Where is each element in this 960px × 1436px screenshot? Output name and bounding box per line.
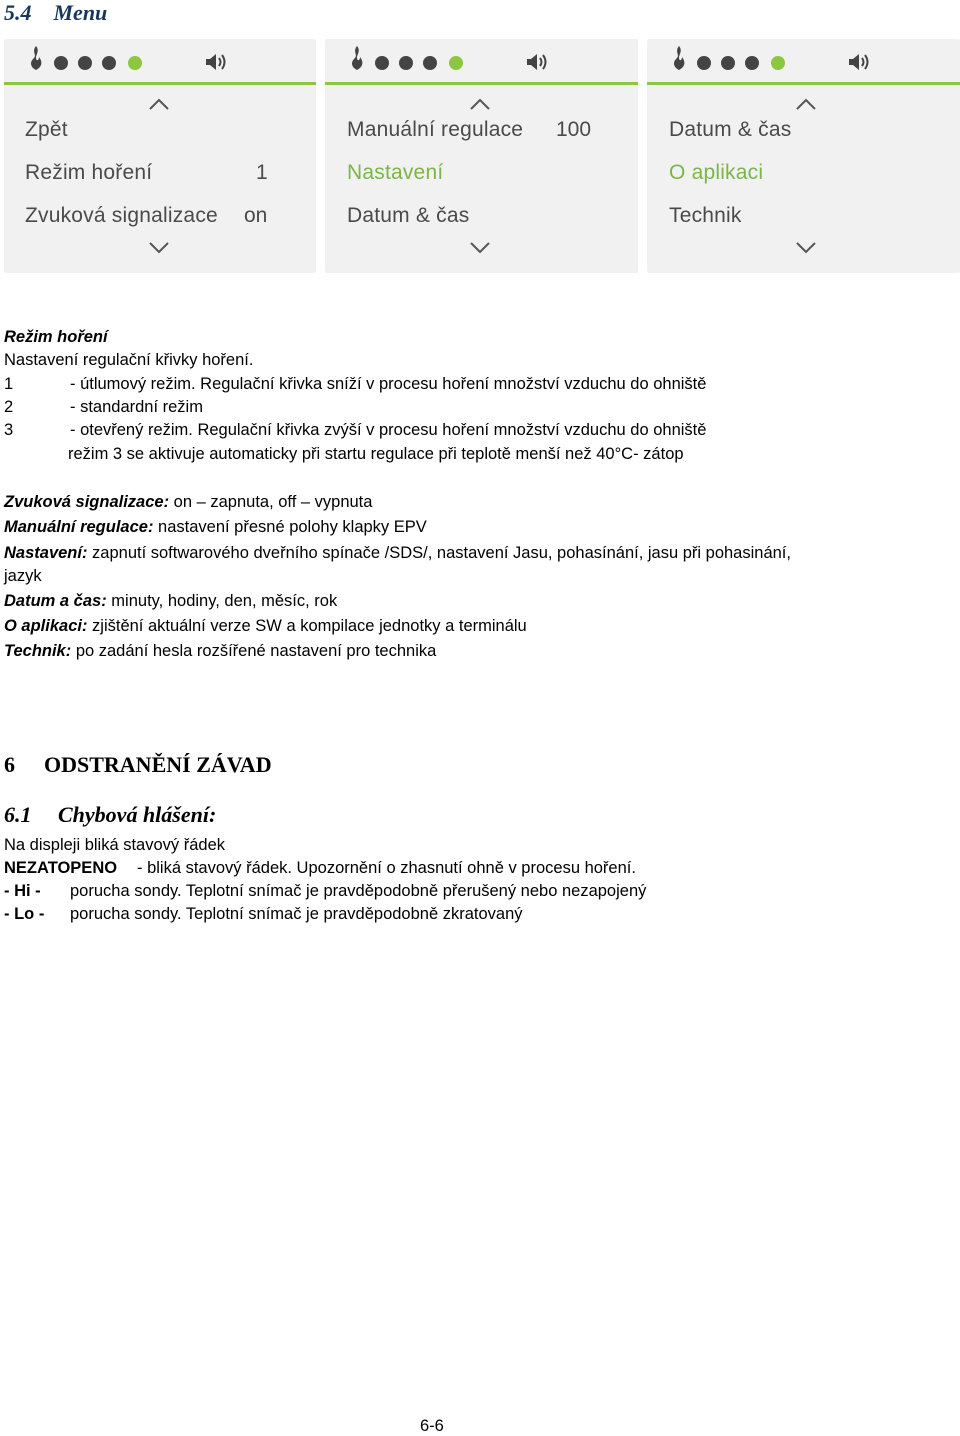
rezim-row-text: - standardní režim [70,398,203,416]
status-dot-icon [54,56,68,70]
menu-item-value: on [244,204,268,227]
definition-term: Technik: [4,642,72,660]
rezim-row-num: 2 [4,398,14,416]
subsection-heading [4,802,217,828]
menu-item-zvukova-signalizace[interactable]: Zvuková signalizace [25,204,218,227]
definition-desc: po zadání hesla rozšířené nastavení pro technika [71,642,437,660]
status-dot-icon [78,56,92,70]
definition-row [4,641,436,661]
error-code: - Hi - [4,882,41,900]
definition-row [4,492,372,512]
rezim-intro: Nastavení regulační křivky hoření. [4,351,254,369]
status-dot-icon [375,56,389,70]
error-text: - bliká stavový řádek. Upozornění o zhasnutí ohně v procesu hoření. [137,859,636,877]
chevron-down-icon[interactable] [148,241,170,255]
subsection-number: 6.1 [4,802,32,827]
definition-row [4,517,427,537]
menu-screen-3 [647,39,960,273]
status-dot-icon [721,56,735,70]
menu-screens [4,39,960,273]
rezim-row-num: 3 [4,421,14,439]
rezim-row [4,374,707,394]
flame-icon [348,45,366,71]
rezim-row-text: - otevřený režim. Regulační křivka zvýší v procesu hoření množství vzduchu do ohniště [70,421,707,439]
rezim-row [4,420,707,440]
speaker-icon[interactable] [847,51,873,73]
speaker-icon[interactable] [204,51,230,73]
definition-desc: nastavení přesné polohy klapky EPV [153,518,427,536]
status-bar [325,39,638,83]
definition-desc: on – zapnuta, off – vypnuta [169,493,373,511]
page-number: 6-6 [420,1417,444,1435]
status-bar [647,39,960,83]
flame-icon [670,45,688,71]
menu-item-manualni-regulace[interactable]: Manuální regulace [347,118,524,141]
error-text: porucha sondy. Teplotní snímač je pravděpodobně přerušený nebo nezapojený [70,882,647,900]
menu-item-value: 1 [256,161,268,184]
menu-screen-2 [325,39,638,273]
status-dot-icon [449,56,463,70]
definition-desc: zjištění aktuální verze SW a kompilace jednotky a terminálu [87,617,527,635]
status-dot-icon [128,56,142,70]
rezim-note: režim 3 se aktivuje automaticky při startu regulace při teplotě menší než 40°C- zátop [68,445,684,463]
error-row [4,904,523,924]
rezim-title: Režim hoření [4,328,108,346]
menu-item-datum-cas[interactable]: Datum & čas [347,204,470,227]
subsection-title: Chybová hlášení: [58,802,217,827]
definition-term: Nastavení: [4,544,88,562]
status-divider [647,82,960,85]
menu-item-o-aplikaci[interactable]: O aplikaci [669,161,764,184]
status-dot-icon [697,56,711,70]
rezim-row [4,397,203,417]
menu-item-rezim-horeni[interactable]: Režim hoření [25,161,153,184]
definition-term: Datum a čas: [4,592,107,610]
status-dot-icon [399,56,413,70]
menu-item-technik[interactable]: Technik [669,204,742,227]
menu-item-zpet[interactable]: Zpět [25,118,68,141]
error-row [4,858,636,878]
chevron-up-icon[interactable] [795,97,817,111]
chevron-up-icon[interactable] [469,97,491,111]
definition-desc: jazyk [4,567,42,585]
status-dot-icon [745,56,759,70]
menu-item-nastaveni[interactable]: Nastavení [347,161,444,184]
chapter-title: ODSTRANĚNÍ ZÁVAD [44,752,272,777]
error-code: - Lo - [4,905,45,923]
error-code: NEZATOPENO [4,859,118,877]
definition-term: O aplikaci: [4,617,88,635]
status-bar [4,39,316,83]
rezim-row-num: 1 [4,375,14,393]
chevron-down-icon[interactable] [469,241,491,255]
definition-row [4,566,42,586]
errors-intro: Na displeji bliká stavový řádek [4,836,226,854]
definition-desc: zapnutí softwarového dveřního spínače /SDS/, nastavení Jasu, pohasínání, jasu při pohasinání, [87,544,791,562]
definition-row [4,616,527,636]
menu-item-value: 100 [556,118,592,141]
definition-desc: minuty, hodiny, den, měsíc, rok [106,592,338,610]
chapter-heading [4,752,272,778]
chevron-down-icon[interactable] [795,241,817,255]
menu-screen-1 [4,39,316,273]
status-divider [4,82,316,85]
error-text: porucha sondy. Teplotní snímač je pravděpodobně zkratovaný [70,905,523,923]
section-heading: 5.4 Menu [4,0,108,25]
status-dot-icon [423,56,437,70]
speaker-icon[interactable] [525,51,551,73]
definition-row [4,591,337,611]
menu-item-datum-cas[interactable]: Datum & čas [669,118,792,141]
rezim-row-text: - útlumový režim. Regulační křivka sníží v procesu hoření množství vzduchu do ohniště [70,375,707,393]
chapter-number: 6 [4,752,15,777]
status-dot-icon [102,56,116,70]
status-divider [325,82,638,85]
definition-term: Manuální regulace: [4,518,154,536]
definition-row [4,543,791,563]
flame-icon [27,45,45,71]
error-row [4,881,647,901]
status-dot-icon [771,56,785,70]
definition-term: Zvuková signalizace: [4,493,170,511]
chevron-up-icon[interactable] [148,97,170,111]
